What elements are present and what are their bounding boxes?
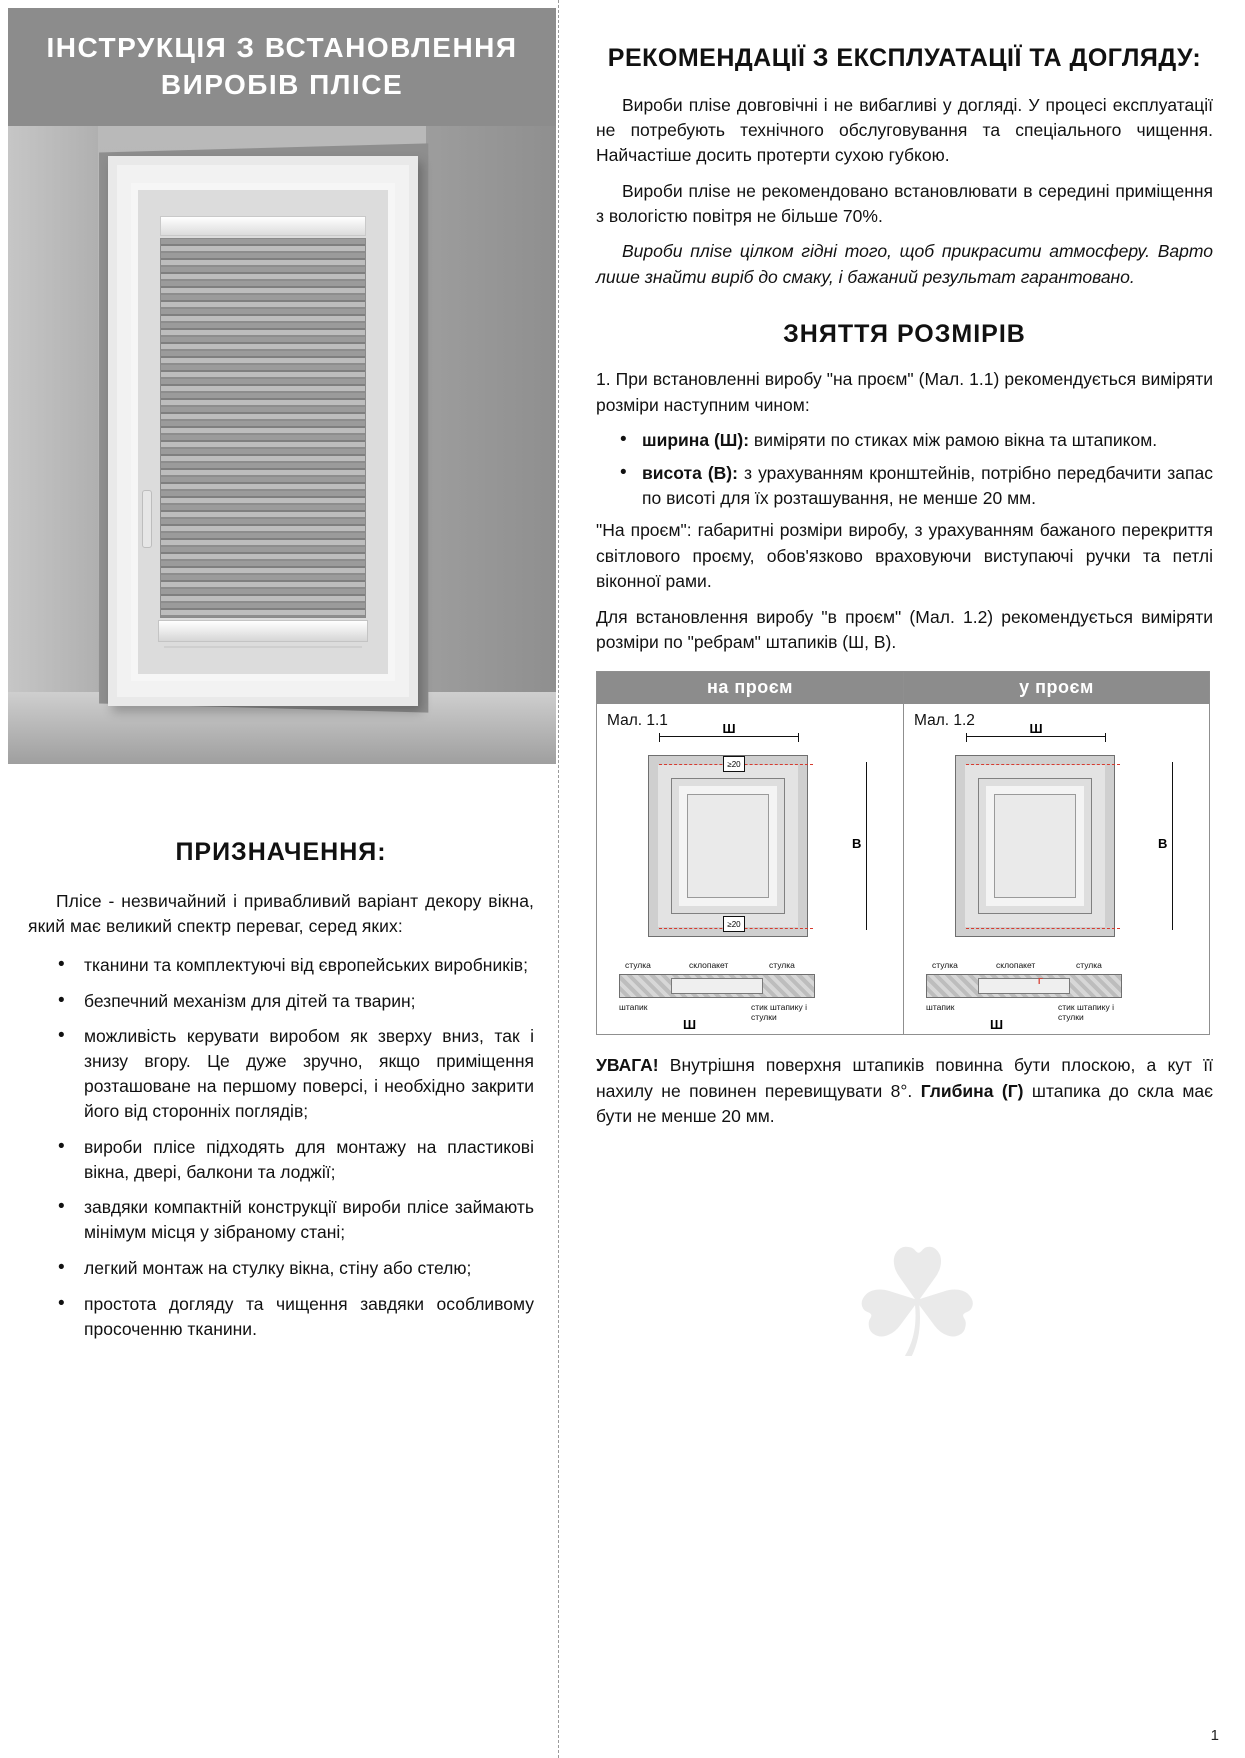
figure-1-label-joint: стик штапику і стулки [751, 1002, 807, 1023]
figure-2-glass [994, 794, 1076, 898]
photo-window-glass [164, 646, 362, 648]
measure-paragraph-1: 1. При встановленні виробу "на проєм" (Мал. 1.1) рекомендується виміряти розміри наступним чином: [596, 369, 1213, 415]
figure-2-label-sash-left: стулка [932, 960, 958, 971]
figure-2-cross-section [926, 960, 1122, 1023]
purpose-section [8, 820, 556, 1353]
figure-2-width-label: Ш [1025, 721, 1046, 736]
figure-1-header: на проєм [597, 672, 903, 704]
figure-1-section-width-label: Ш [683, 1017, 697, 1033]
list-item: • безпечний механізм для дітей та тварин; [62, 989, 534, 1014]
care-title: РЕКОМЕНДАЦІЇ З ЕКСПЛУАТАЦІЇ ТА ДОГЛЯДУ: [607, 44, 1202, 72]
figure-1-width-label: Ш [718, 721, 739, 736]
figure-1-glass-unit [671, 978, 763, 994]
figure-1-label: Мал. 1.1 [607, 712, 668, 730]
figure-1-label-sash-left: стулка [625, 960, 651, 971]
measure-term-width: ширина (Ш): [642, 429, 750, 450]
figures-table [596, 671, 1210, 1035]
figure-2-section-width-label: Ш [990, 1017, 1004, 1033]
page-number: 1 [1210, 1727, 1219, 1744]
purpose-title: ПРИЗНАЧЕННЯ: [175, 838, 387, 866]
figure-2-dash-top [966, 764, 1120, 765]
product-photo [8, 126, 556, 764]
photo-window-sash [131, 183, 395, 681]
care-paragraph-1: Вироби пліse довговічні і не вибагливі у догляді. У процесі експлуатації не потребують технічного обслуговування та спеціального чищення. Найчастіше досить протерти сухою губкою. [596, 94, 1213, 166]
watermark-icon-2: ☘ [850, 1218, 985, 1392]
figure-1-glass [687, 794, 769, 898]
page-title: ІНСТРУКЦІЯ З ВСТАНОВЛЕННЯ ВИРОБІВ ПЛІСЕ [46, 32, 518, 100]
list-item: • простота догляду та чищення завдяки особливому просоченню тканини. [62, 1292, 534, 1342]
list-item [642, 428, 1213, 453]
photo-wall-right [426, 126, 556, 764]
figure-1-window [649, 756, 807, 936]
benefits-list [28, 953, 534, 1342]
measure-title: ЗНЯТТЯ РОЗМІРІВ [783, 320, 1026, 349]
figure-1-height-dimension [852, 762, 867, 930]
figure-2-sash [979, 779, 1091, 913]
figure-2-label-joint: стик штапику і стулки [1058, 1002, 1114, 1023]
figure-2-depth-label: Г [1038, 976, 1043, 987]
blind-bottom-rail [158, 620, 368, 642]
figure-2-header: у проєм [904, 672, 1209, 704]
figure-1-label-beading: штапик [619, 1002, 648, 1013]
figure-1-sash [672, 779, 784, 913]
figure-2-label-beading: штапик [926, 1002, 955, 1013]
figure-1-bracket-top: ≥20 [723, 756, 745, 772]
figure-1-label-glasspack: склопакет [689, 960, 729, 971]
warning-text: Внутрішня поверхня штапиків повинна бути плоскою, а кут її нахилу не повинен перевищувати 8°. Глибина (Г) штапика до скла має бути не менше 20 мм. [596, 1055, 1214, 1127]
blind-pleated-fabric [160, 238, 366, 618]
figure-1-body [597, 704, 903, 1034]
figure-2-window [956, 756, 1114, 936]
list-item: • вироби плісе підходять для монтажу на пластикові вікна, двері, балкони та лоджії; [62, 1135, 534, 1185]
blind-head-rail [160, 216, 366, 236]
figure-2-height-label: В [1158, 836, 1168, 852]
figure-2-width-dimension [966, 721, 1106, 752]
figure-2-height-dimension [1158, 762, 1173, 930]
instruction-title-band [8, 8, 556, 126]
photo-wall-left [8, 126, 98, 764]
purpose-intro: Плісе - незвичайний і привабливий варіант декору вікна, який має великий спектр переваг, серед яких: [28, 891, 534, 936]
left-column [0, 0, 556, 1758]
measure-list [596, 428, 1213, 511]
care-paragraph-2: Вироби пліse не рекомендовано встановлювати в середині приміщення з вологістю повітря не більше 70%. [596, 180, 1213, 226]
figure-1-label-sash-right: стулка [769, 960, 795, 971]
measure-term-height: висота (В): [642, 462, 738, 483]
figure-2-dash-bottom [966, 928, 1120, 929]
measure-paragraph-3: Для встановлення виробу "в проєм" (Мал. 1.2) рекомендується виміряти розміри по "ребрам" штапиків (Ш, В). [596, 606, 1213, 652]
figure-1-cross-section [619, 960, 815, 1023]
figure-2-label-sash-right: стулка [1076, 960, 1102, 971]
warning-depth-term: Глибина (Г) [920, 1080, 1024, 1101]
figure-1-height-label: В [852, 836, 862, 852]
list-item [642, 461, 1213, 511]
figure-1-bracket-bottom: ≥20 [723, 916, 745, 932]
right-column [580, 0, 1245, 1758]
measure-desc-width: виміряти по стиках між рамою вікна та штапиком. [753, 429, 1158, 450]
figure-2-label-glasspack: склопакет [996, 960, 1036, 971]
window-handle-icon [142, 490, 152, 548]
fold-divider [558, 0, 559, 1758]
measure-desc-height: з урахуванням кронштейнів, потрібно передбачити запас по висоті для їх розташування, не менше 20 мм. [642, 462, 1213, 508]
photo-window-frame [108, 156, 418, 706]
list-item: • можливість керувати виробом як зверху вниз, так і знизу вгору. Це дуже зручно, якщо приміщення розташоване на першому поверсі, і необхідно закрити його від сторонніх поглядів; [62, 1024, 534, 1123]
list-item: • легкий монтаж на стулку вікна, стіну або стелю; [62, 1256, 534, 1281]
warning-label: УВАГА! [596, 1055, 659, 1076]
list-item: • завдяки компактній конструкції вироби плісе займають мінімум місця у зібраному стані; [62, 1195, 534, 1245]
list-item: • тканини та комплектуючі від європейських виробників; [62, 953, 534, 978]
care-paragraph-3: Вироби пліse цілком гідні того, щоб прикрасити атмосферу. Варто лише знайти виріб до смаку, і бажаний результат гарантовано. [596, 241, 1213, 287]
figure-1-width-dimension [659, 721, 799, 752]
figure-2-body [904, 704, 1209, 1034]
figure-in-opening [903, 672, 1209, 1034]
figure-on-opening [597, 672, 903, 1034]
measure-paragraph-2: "На проєм": габаритні розміри виробу, з урахуванням бажаного перекриття світлового проєму, обов'язково враховуючи виступаючі ручки та петлі віконної рами. [596, 520, 1213, 592]
warning-note [596, 1053, 1213, 1129]
figure-2-glass-unit [978, 978, 1070, 994]
figure-2-label: Мал. 1.2 [914, 712, 975, 730]
